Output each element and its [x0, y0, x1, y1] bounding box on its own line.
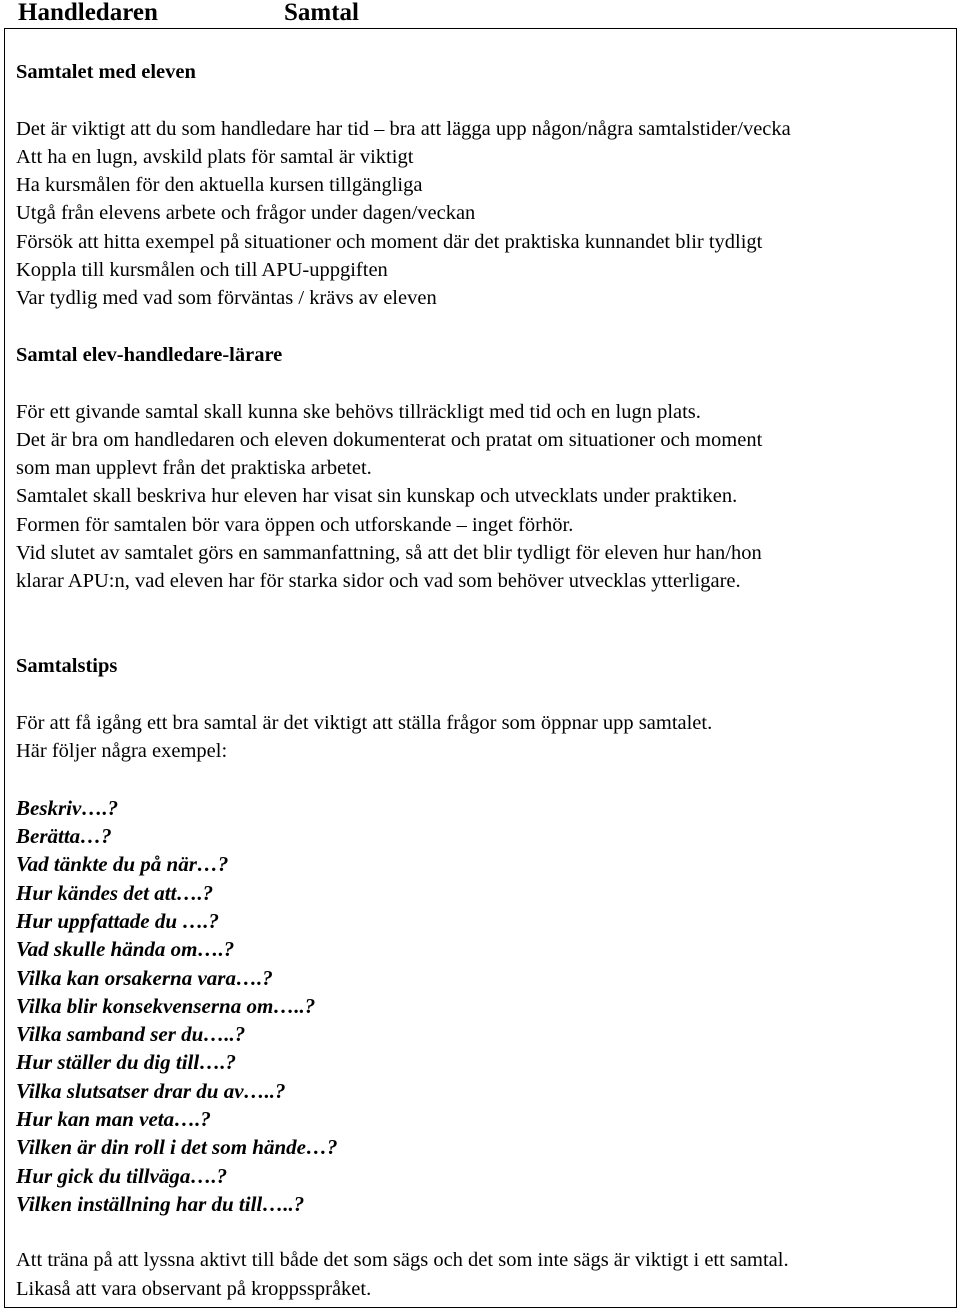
question-item: Vad tänkte du på när…? — [16, 852, 229, 877]
paragraph-line: Här följer några exempel: — [16, 740, 228, 763]
question-item: Hur uppfattade du ….? — [16, 908, 220, 933]
paragraph-line: Försök att hitta exempel på situationer och moment där det praktiska kunnandet blir tydligt — [16, 230, 763, 253]
question-item: Vilken inställning har du till…..? — [16, 1191, 305, 1216]
question-item: Hur ställer du dig till….? — [16, 1050, 236, 1075]
paragraph-line: Ha kursmålen för den aktuella kursen tillgängliga — [16, 174, 423, 197]
paragraph-line: För att få igång ett bra samtal är det viktigt att ställa frågor som öppnar upp samtalet. — [16, 711, 713, 734]
paragraph-line: För ett givande samtal skall kunna ske behövs tillräckligt med tid och en lugn plats. — [16, 400, 701, 423]
header-left-title: Handledaren — [18, 0, 158, 26]
paragraph-line: Formen för samtalen bör vara öppen och utforskande – inget förhör. — [16, 513, 574, 536]
paragraph-line: Att ha en lugn, avskild plats för samtal är viktigt — [16, 145, 414, 168]
header-right-title: Samtal — [284, 0, 359, 26]
question-item: Hur gick du tillväga….? — [16, 1163, 228, 1188]
section-heading: Samtal elev-handledare-lärare — [16, 343, 283, 366]
question-item: Vilka kan orsakerna vara….? — [16, 965, 273, 990]
question-item: Beskriv….? — [16, 795, 119, 820]
question-item: Vilka blir konsekvenserna om…..? — [16, 993, 316, 1018]
paragraph-line: Det är viktigt att du som handledare har tid – bra att lägga upp någon/några samtalstider/vecka — [16, 117, 791, 140]
paragraph-line: Var tydlig med vad som förväntas / krävs av eleven — [16, 287, 437, 310]
question-item: Vad skulle hända om….? — [16, 937, 235, 962]
section-heading: Samtalstips — [16, 655, 118, 678]
paragraph-line: Vid slutet av samtalet görs en sammanfattning, så att det blir tydligt för eleven hur han/hon — [16, 542, 762, 565]
question-item: Vilka slutsatser drar du av…..? — [16, 1078, 286, 1103]
paragraph-line: Utgå från elevens arbete och frågor under dagen/veckan — [16, 202, 476, 225]
question-item: Hur kändes det att….? — [16, 880, 214, 905]
paragraph-line: Likaså att vara observant på kroppsspråket. — [16, 1277, 372, 1300]
paragraph-line: Det är bra om handledaren och eleven dokumenterat och pratat om situationer och moment — [16, 428, 763, 451]
paragraph-line: Att träna på att lyssna aktivt till både det som sägs och det som inte sägs är viktigt i ett samtal. — [16, 1249, 789, 1272]
paragraph-line: Samtalet skall beskriva hur eleven har visat sin kunskap och utvecklats under praktiken. — [16, 485, 738, 508]
paragraph-line: Koppla till kursmålen och till APU-uppgiften — [16, 259, 388, 282]
section-heading: Samtalet med eleven — [16, 61, 196, 83]
document-body — [16, 58, 951, 1303]
question-item: Vilken är din roll i det som hände…? — [16, 1135, 338, 1160]
question-item: Vilka samband ser du…..? — [16, 1022, 246, 1047]
paragraph-line: som man upplevt från det praktiska arbetet. — [16, 457, 372, 480]
question-item: Hur kan man veta….? — [16, 1106, 211, 1131]
question-item: Berätta…? — [16, 824, 112, 849]
paragraph-line: klarar APU:n, vad eleven har för starka sidor och vad som behöver utvecklas ytterligare. — [16, 570, 741, 593]
